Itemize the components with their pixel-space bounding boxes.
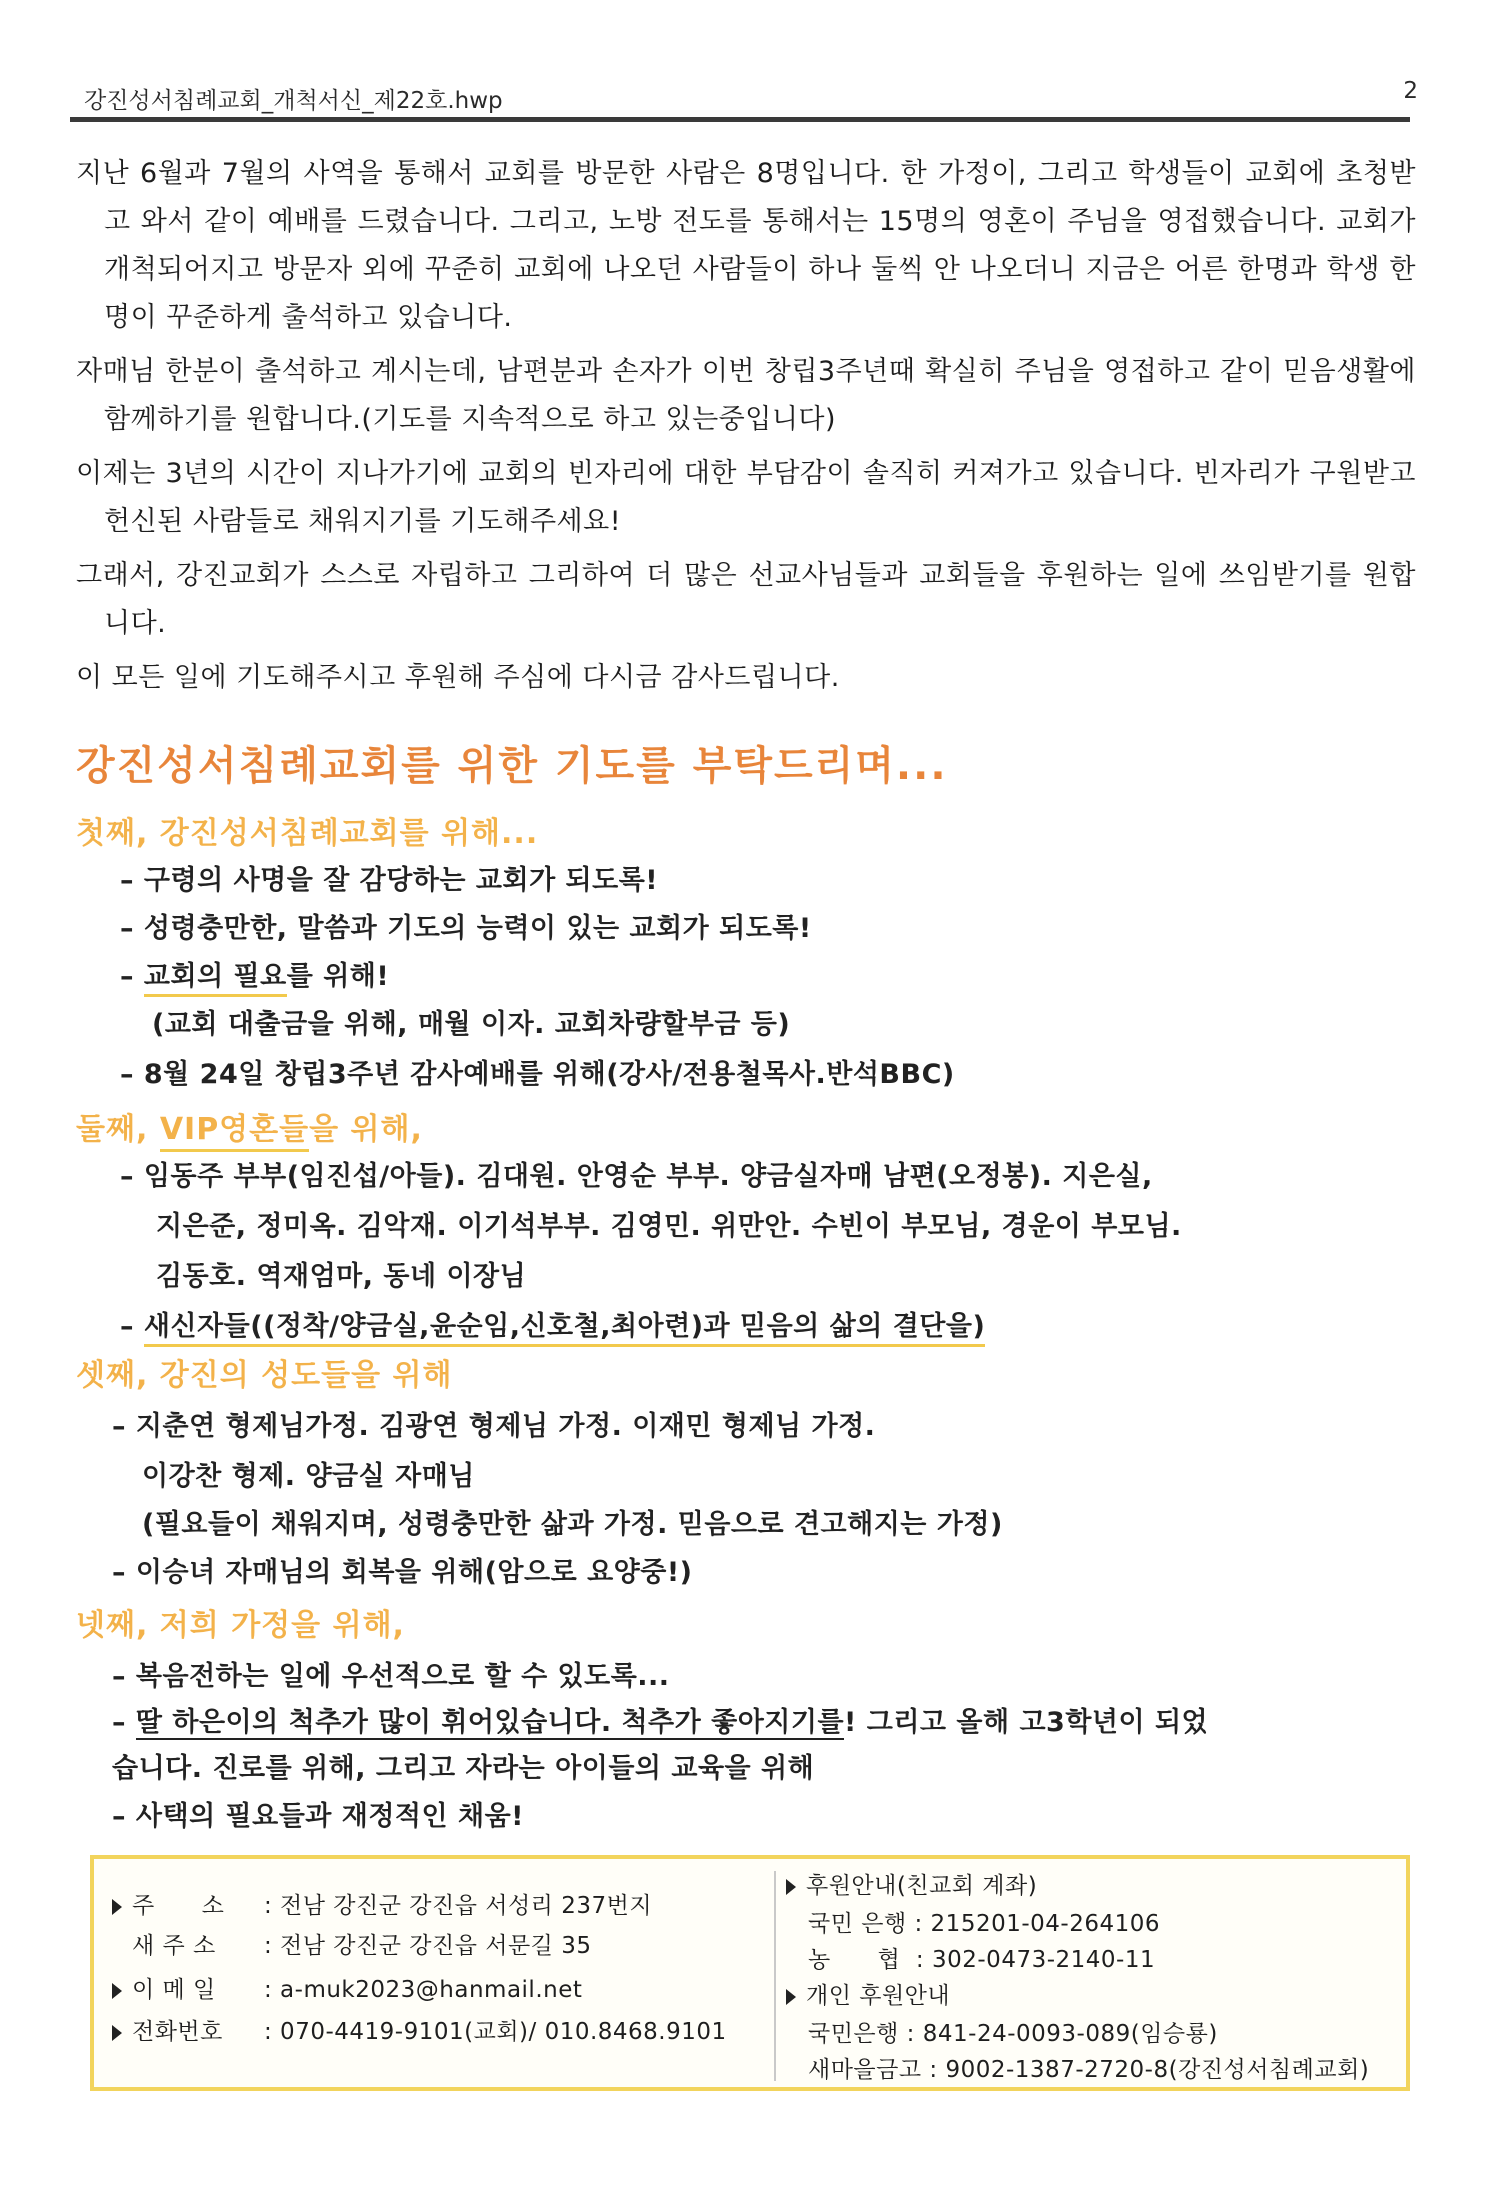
address-row [112,1887,652,1920]
list-text: ! 그리고 올해 고3학년이 되었 [844,1707,1209,1738]
new-address-label: 새 주 소 [132,1933,216,1959]
heading-text: 둘째, [76,1112,160,1147]
sponsor-heading [786,1867,1037,1900]
list-dash: – [112,1707,136,1738]
list-item: (교회 대출금을 위해, 매월 이자. 교회차량할부금 등) [152,1009,791,1040]
first-section-items [120,858,1410,1088]
email-value: : a-muk2023@hanmail.net [264,1977,583,2003]
triangle-bullet-icon [786,1989,796,2005]
list-item [120,954,389,993]
list-item: – 구령의 사명을 잘 감당하는 교회가 되도록! [120,865,659,896]
list-item: – 이승녀 자매님의 회복을 위해(암으로 요양중!) [112,1557,693,1588]
triangle-bullet-icon [112,1983,122,1999]
highlight-text: 교회의 필요 [144,961,287,997]
address-value: : 전남 강진군 강진읍 서성리 237번지 [264,1893,653,1919]
bank-account: 국민은행 : 841-24-0093-089(임승룡) [808,2021,1218,2047]
highlight-text: 새신자들((정착/양금실,윤순임,신호철,최아련)과 믿음의 삶의 결단을) [144,1311,985,1347]
phone-value: : 070-4419-9101(교회)/ 010.8468.9101 [264,2019,727,2045]
phone-label: 전화번호 [132,2019,223,2045]
third-section-items [112,1404,1402,1604]
list-item [120,1304,985,1343]
heading-text: 을 위해, [309,1112,423,1147]
contact-info-box [90,1855,1410,2091]
intro-paragraph: 이 모든 일에 기도해주시고 후원해 주심에 다시금 감사드립니다. [76,662,840,693]
footer-divider [774,1871,776,2081]
address-label: 주 소 [132,1893,225,1919]
list-text: 를 위해! [286,961,390,992]
list-item: – 8월 24일 창립3주년 감사예배를 위해(강사/전용철목사.반석BBC) [120,1059,955,1090]
new-address-row [132,1927,591,1960]
intro-paragraph: 지난 6월과 7월의 사역을 통해서 교회를 방문한 사람은 8명입니다. 한 가정이, 그리고 학생들이 교회에 초청받고 와서 같이 예배를 드렸습니다. 그리고, 노방 전도를 통해서는 15명의 영혼이 주님을 영접했습니다. 교회가 개척되어지고 방문자 외에 꾸준히 교회에 나오던 사람들이 하나 둘씩 안 나오더니 지금은 어른 한명과 학생 한명이 꾸준하게 출석하고 있습니다. [76,158,1416,333]
list-item: – 성령충만한, 말씀과 기도의 능력이 있는 교회가 되도록! [120,913,812,944]
header-divider [70,117,1410,122]
page-header [84,78,1418,118]
phone-row [112,2013,727,2046]
list-item: – 사택의 필요들과 재정적인 채움! [112,1801,524,1832]
bank-account: 국민 은행 : 215201-04-264106 [808,1911,1161,1937]
list-dash: – [120,961,144,992]
highlight-text: VIP영혼들 [160,1112,309,1152]
document-title: 강진성서침례교회_개척서신_제22호.hwp [84,88,503,114]
personal-heading-text: 개인 후원안내 [806,1983,951,2009]
sponsor-heading-text: 후원안내(친교회 계좌) [806,1873,1038,1899]
list-item: – 임동주 부부(임진섭/아들). 김대원. 안영순 부부. 양금실자매 남편(오정봉). 지은실, [120,1161,1153,1192]
list-item: 김동호. 역재엄마, 동네 이장님 [156,1261,527,1292]
triangle-bullet-icon [112,2025,122,2041]
section-heading-fourth: 넷째, 저희 가정을 위해, [76,1608,405,1643]
intro-paragraph: 이제는 3년의 시간이 지나가기에 교회의 빈자리에 대한 부담감이 솔직히 커져가고 있습니다. 빈자리가 구원받고 헌신된 사람들로 채워지기를 기도해주세요! [76,458,1416,537]
list-item: (필요들이 채워지며, 성령충만한 삶과 가정. 믿음으로 견고해지는 가정) [142,1509,1003,1540]
personal-sponsor-heading [786,1977,950,2010]
email-label: 이 메 일 [132,1977,216,2003]
list-item: – 복음전하는 일에 우선적으로 할 수 있도록... [112,1661,670,1692]
intro-paragraph: 자매님 한분이 출석하고 계시는데, 남편분과 손자가 이번 창립3주년때 확실히 주님을 영접하고 같이 믿음생활에 함께하기를 원합니다.(기도를 지속적으로 하고 있는중입니다) [76,356,1416,435]
list-item: 이강찬 형제. 양금실 자매님 [142,1461,475,1492]
section-heading-second [76,1104,423,1148]
triangle-bullet-icon [112,1899,122,1915]
new-address-value: : 전남 강진군 강진읍 서문길 35 [264,1933,592,1959]
section-heading-first: 첫째, 강진성서침례교회를 위해... [76,816,539,851]
list-dash: – [120,1311,144,1342]
prayer-request-title: 강진성서침례교회를 위한 기도를 부탁드리며... [76,743,948,789]
list-item: 지은준, 정미옥. 김악재. 이기석부부. 김영민. 위만안. 수빈이 부모님, 경운이 부모님. [156,1211,1182,1242]
underlined-text: 딸 하은이의 척추가 많이 휘어있습니다. 척추가 좋아지기를 [135,1707,845,1738]
bank-account: 새마을금고 : 9002-1387-2720-8(강진성서침례교회) [808,2057,1370,2083]
bank-account: 농 협 : 302-0473-2140-11 [808,1947,1156,1973]
list-item [112,1700,1208,1739]
intro-paragraph: 그래서, 강진교회가 스스로 자립하고 그리하여 더 많은 선교사님들과 교회들을 후원하는 일에 쓰임받기를 원합니다. [76,560,1416,639]
triangle-bullet-icon [786,1879,796,1895]
list-item: – 지춘연 형제님가정. 김광연 형제님 가정. 이재민 형제님 가정. [112,1411,876,1442]
email-row [112,1971,582,2004]
fourth-section-items [112,1654,1412,1844]
page-number: 2 [1403,78,1418,104]
section-heading-third: 셋째, 강진의 성도들을 위해 [76,1358,453,1393]
intro-section [76,150,1416,708]
list-item: 습니다. 진로를 위해, 그리고 자라는 아이들의 교육을 위해 [112,1753,815,1784]
second-section-items [120,1154,1410,1354]
